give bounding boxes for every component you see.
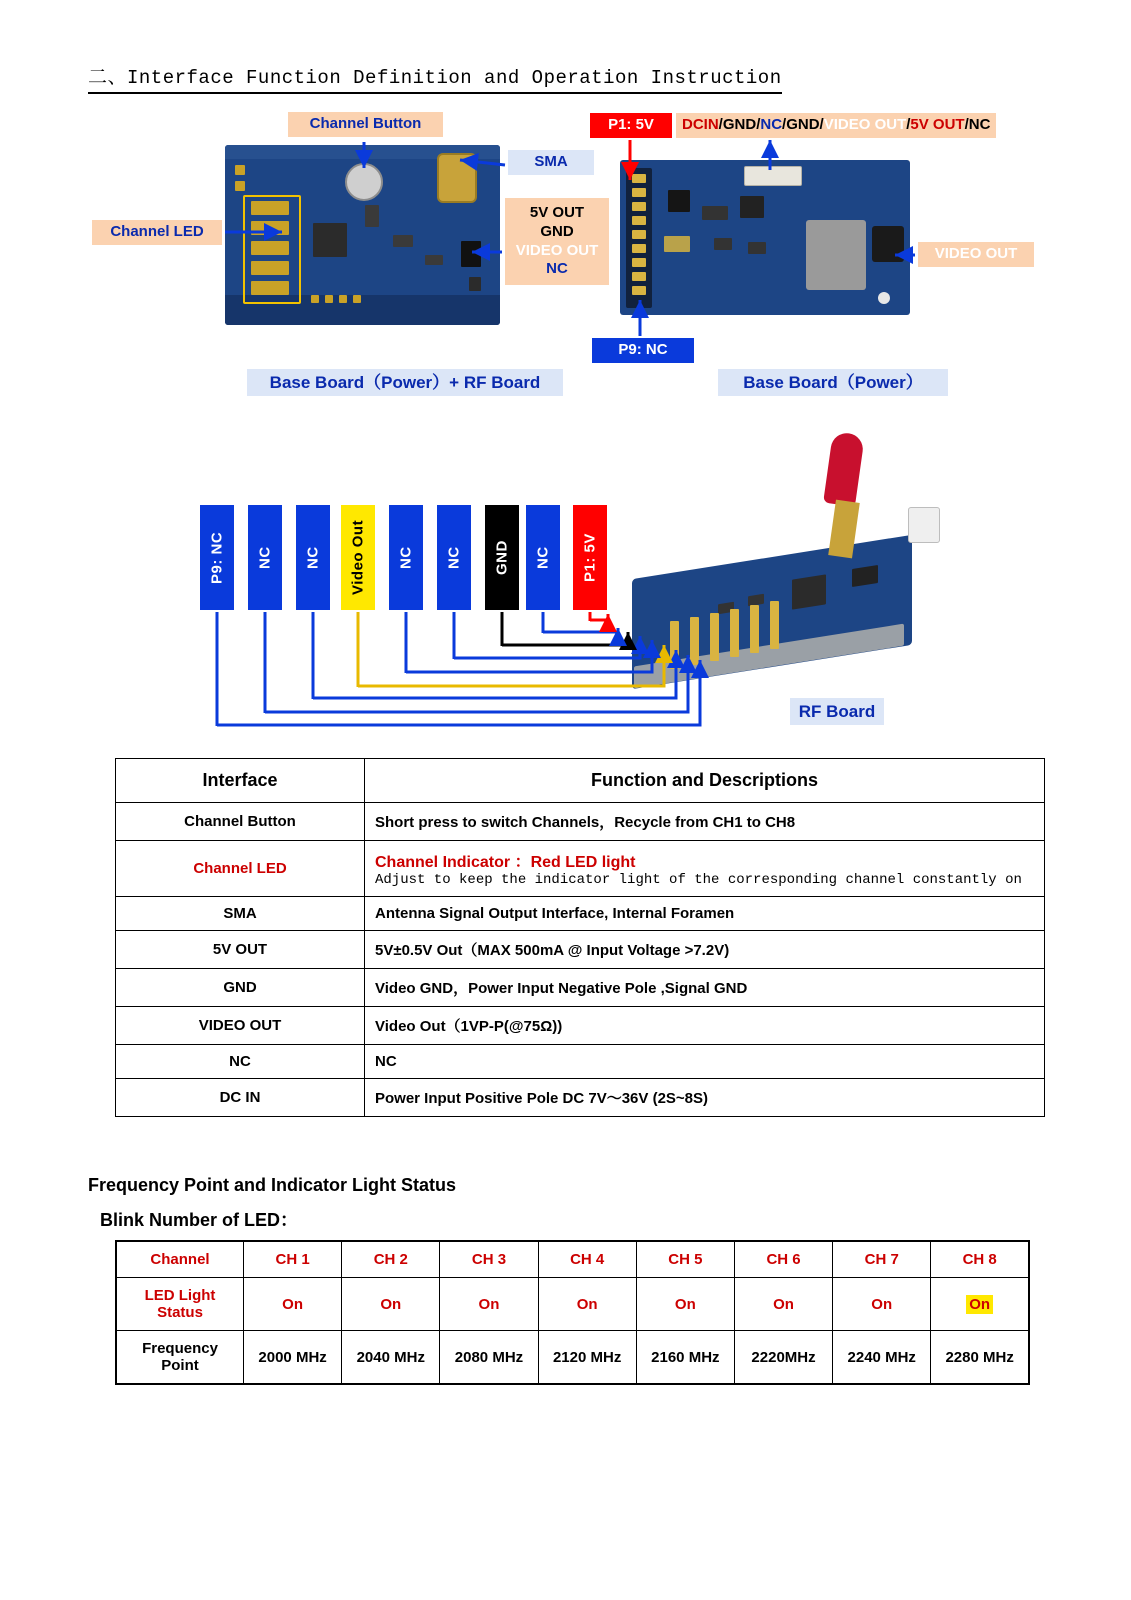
- table-row: [116, 969, 1045, 1007]
- header-interface: Interface: [116, 759, 365, 803]
- pinlabel-nc-4: NC: [437, 505, 471, 610]
- pin-dcin: DCIN: [682, 116, 719, 133]
- cell-freq-7: 2240 MHz: [833, 1331, 931, 1385]
- pin-nc2: NC: [968, 116, 991, 133]
- cell-desc-gnd: Video GND，Power Input Negative Pole ,Signal GND: [365, 969, 1045, 1007]
- cell-freq-1: 2000 MHz: [244, 1331, 342, 1385]
- pinlabel-nc-2: NC: [296, 505, 330, 610]
- video-out-jack: [872, 226, 904, 262]
- label-p1-5v: P1: 5V: [590, 113, 672, 138]
- cell-channel-8: CH 8: [931, 1241, 1029, 1278]
- pinlabel-p1-5v: P1: 5V: [573, 505, 607, 610]
- cell-freq-2: 2040 MHz: [342, 1331, 440, 1385]
- cell-interface-gnd: GND: [116, 969, 365, 1007]
- table-row: [116, 1045, 1045, 1079]
- table-row: [116, 841, 1045, 897]
- led-label-line2: Status: [157, 1304, 203, 1321]
- cell-desc-channel-button: Short press to switch Channels，Recycle from CH1 to CH8: [365, 803, 1045, 841]
- rf-board-image: [622, 495, 952, 695]
- row-label-channel: Channel: [116, 1241, 244, 1278]
- sma-connector: [437, 153, 477, 203]
- channel-button-dome: [345, 163, 383, 201]
- header-function: Function and Descriptions: [365, 759, 1045, 803]
- table-header-row: [116, 759, 1045, 803]
- caption-base-board: Base Board（Power）: [718, 369, 948, 396]
- interface-table: [115, 758, 1045, 1117]
- cell-led-4: On: [538, 1278, 636, 1331]
- cell-interface-dc-in: DC IN: [116, 1079, 365, 1117]
- cell-interface-5v-out: 5V OUT: [116, 931, 365, 969]
- label-pin-string: DCIN/GND/NC/GND/VIDEO OUT/5V OUT/NC: [676, 113, 996, 138]
- out-nc: NC: [546, 260, 568, 278]
- cell-led-6: On: [734, 1278, 832, 1331]
- cell-freq-3: 2080 MHz: [440, 1331, 538, 1385]
- table-row: [116, 1007, 1045, 1045]
- cell-led-1: On: [244, 1278, 342, 1331]
- led-label-line1: LED Light: [144, 1287, 216, 1304]
- base-board-image: [620, 160, 910, 315]
- cell-freq-4: 2120 MHz: [538, 1331, 636, 1385]
- pin-5v-out: 5V OUT: [910, 116, 965, 133]
- cell-desc-5v-out: 5V±0.5V Out（MAX 500mA @ Input Voltage >7.2V): [365, 931, 1045, 969]
- cell-channel-6: CH 6: [734, 1241, 832, 1278]
- cell-desc-channel-led: [365, 841, 1045, 897]
- white-connector: [744, 166, 802, 186]
- cell-led-8-text: On: [966, 1295, 993, 1314]
- section-subtitle-blink: Blink Number of LED：: [100, 1210, 299, 1230]
- pinlabel-nc-5: NC: [526, 505, 560, 610]
- label-channel-button: Channel Button: [288, 112, 443, 137]
- pin-video-out: VIDEO OUT: [823, 116, 907, 133]
- out-video: VIDEO OUT: [515, 241, 599, 259]
- table-row: [116, 931, 1045, 969]
- cell-led-5: On: [636, 1278, 734, 1331]
- table-row-channel: [116, 1241, 1029, 1278]
- label-sma: SMA: [508, 150, 594, 175]
- cell-channel-2: CH 2: [342, 1241, 440, 1278]
- table-row-frequency: [116, 1331, 1029, 1385]
- caption-rf-board: RF Board: [790, 698, 884, 725]
- cell-led-7: On: [833, 1278, 931, 1331]
- cell-freq-6: 2220MHz: [734, 1331, 832, 1385]
- row-label-frequency: [116, 1331, 244, 1385]
- freq-label-line2: Point: [161, 1357, 199, 1374]
- cell-desc-sma: Antenna Signal Output Interface, Internal Foramen: [365, 897, 1045, 931]
- cell-channel-1: CH 1: [244, 1241, 342, 1278]
- label-channel-led: Channel LED: [92, 220, 222, 245]
- cell-channel-4: CH 4: [538, 1241, 636, 1278]
- cell-channel-3: CH 3: [440, 1241, 538, 1278]
- white-connector-rf: [908, 507, 940, 543]
- pin-nc1: NC: [760, 116, 783, 133]
- cell-led-8: [931, 1278, 1029, 1331]
- cell-channel-7: CH 7: [833, 1241, 931, 1278]
- cell-interface-nc: NC: [116, 1045, 365, 1079]
- pinlabel-video-out: Video Out: [341, 505, 375, 610]
- row-label-led-status: [116, 1278, 244, 1331]
- pinlabel-nc-1: NC: [248, 505, 282, 610]
- label-output-block: [505, 198, 609, 285]
- cell-led-3: On: [440, 1278, 538, 1331]
- antenna: [823, 431, 865, 507]
- out-gnd: GND: [540, 222, 574, 240]
- cell-freq-5: 2160 MHz: [636, 1331, 734, 1385]
- table-row: [116, 1079, 1045, 1117]
- cell-interface-sma: SMA: [116, 897, 365, 931]
- cell-desc-nc: NC: [365, 1045, 1045, 1079]
- cell-led-2: On: [342, 1278, 440, 1331]
- table-row: [116, 897, 1045, 931]
- cell-interface-video-out: VIDEO OUT: [116, 1007, 365, 1045]
- cell-interface-channel-button: Channel Button: [116, 803, 365, 841]
- cell-channel-5: CH 5: [636, 1241, 734, 1278]
- label-video-out-right: VIDEO OUT: [918, 242, 1034, 267]
- channel-led-note: Adjust to keep the indicator light of the corresponding channel constantly on: [375, 872, 1022, 888]
- pin-gnd1: GND: [722, 116, 757, 133]
- pin-gnd2: GND: [786, 116, 820, 133]
- channel-led-red-text: Channel Indicator ：Red LED light: [375, 854, 636, 871]
- pinlabel-nc-3: NC: [389, 505, 423, 610]
- cell-desc-dc-in: Power Input Positive Pole DC 7V～36V (2S~8S): [365, 1079, 1045, 1117]
- base-board-rf-board-image: [225, 145, 500, 325]
- cell-freq-8: 2280 MHz: [931, 1331, 1029, 1385]
- section-title-frequency: Frequency Point and Indicator Light Status: [88, 1175, 457, 1195]
- label-p9-nc: P9: NC: [592, 338, 694, 363]
- freq-label-line1: Frequency: [142, 1340, 218, 1357]
- caption-base-rf-board: Base Board（Power）+ RF Board: [247, 369, 563, 396]
- page-title: 二、Interface Function Definition and Operation Instruction: [88, 62, 782, 94]
- pinlabel-gnd: GND: [485, 505, 519, 610]
- cell-interface-channel-led: Channel LED: [116, 841, 365, 897]
- channel-frequency-table: [115, 1240, 1030, 1385]
- table-row-led-status: [116, 1278, 1029, 1331]
- table-row: [116, 803, 1045, 841]
- pinlabel-p9-nc: P9: NC: [200, 505, 234, 610]
- out-5v: 5V OUT: [529, 204, 585, 221]
- cell-desc-video-out: Video Out（1VP-P(@75Ω)): [365, 1007, 1045, 1045]
- sd-card-slot: [806, 220, 866, 290]
